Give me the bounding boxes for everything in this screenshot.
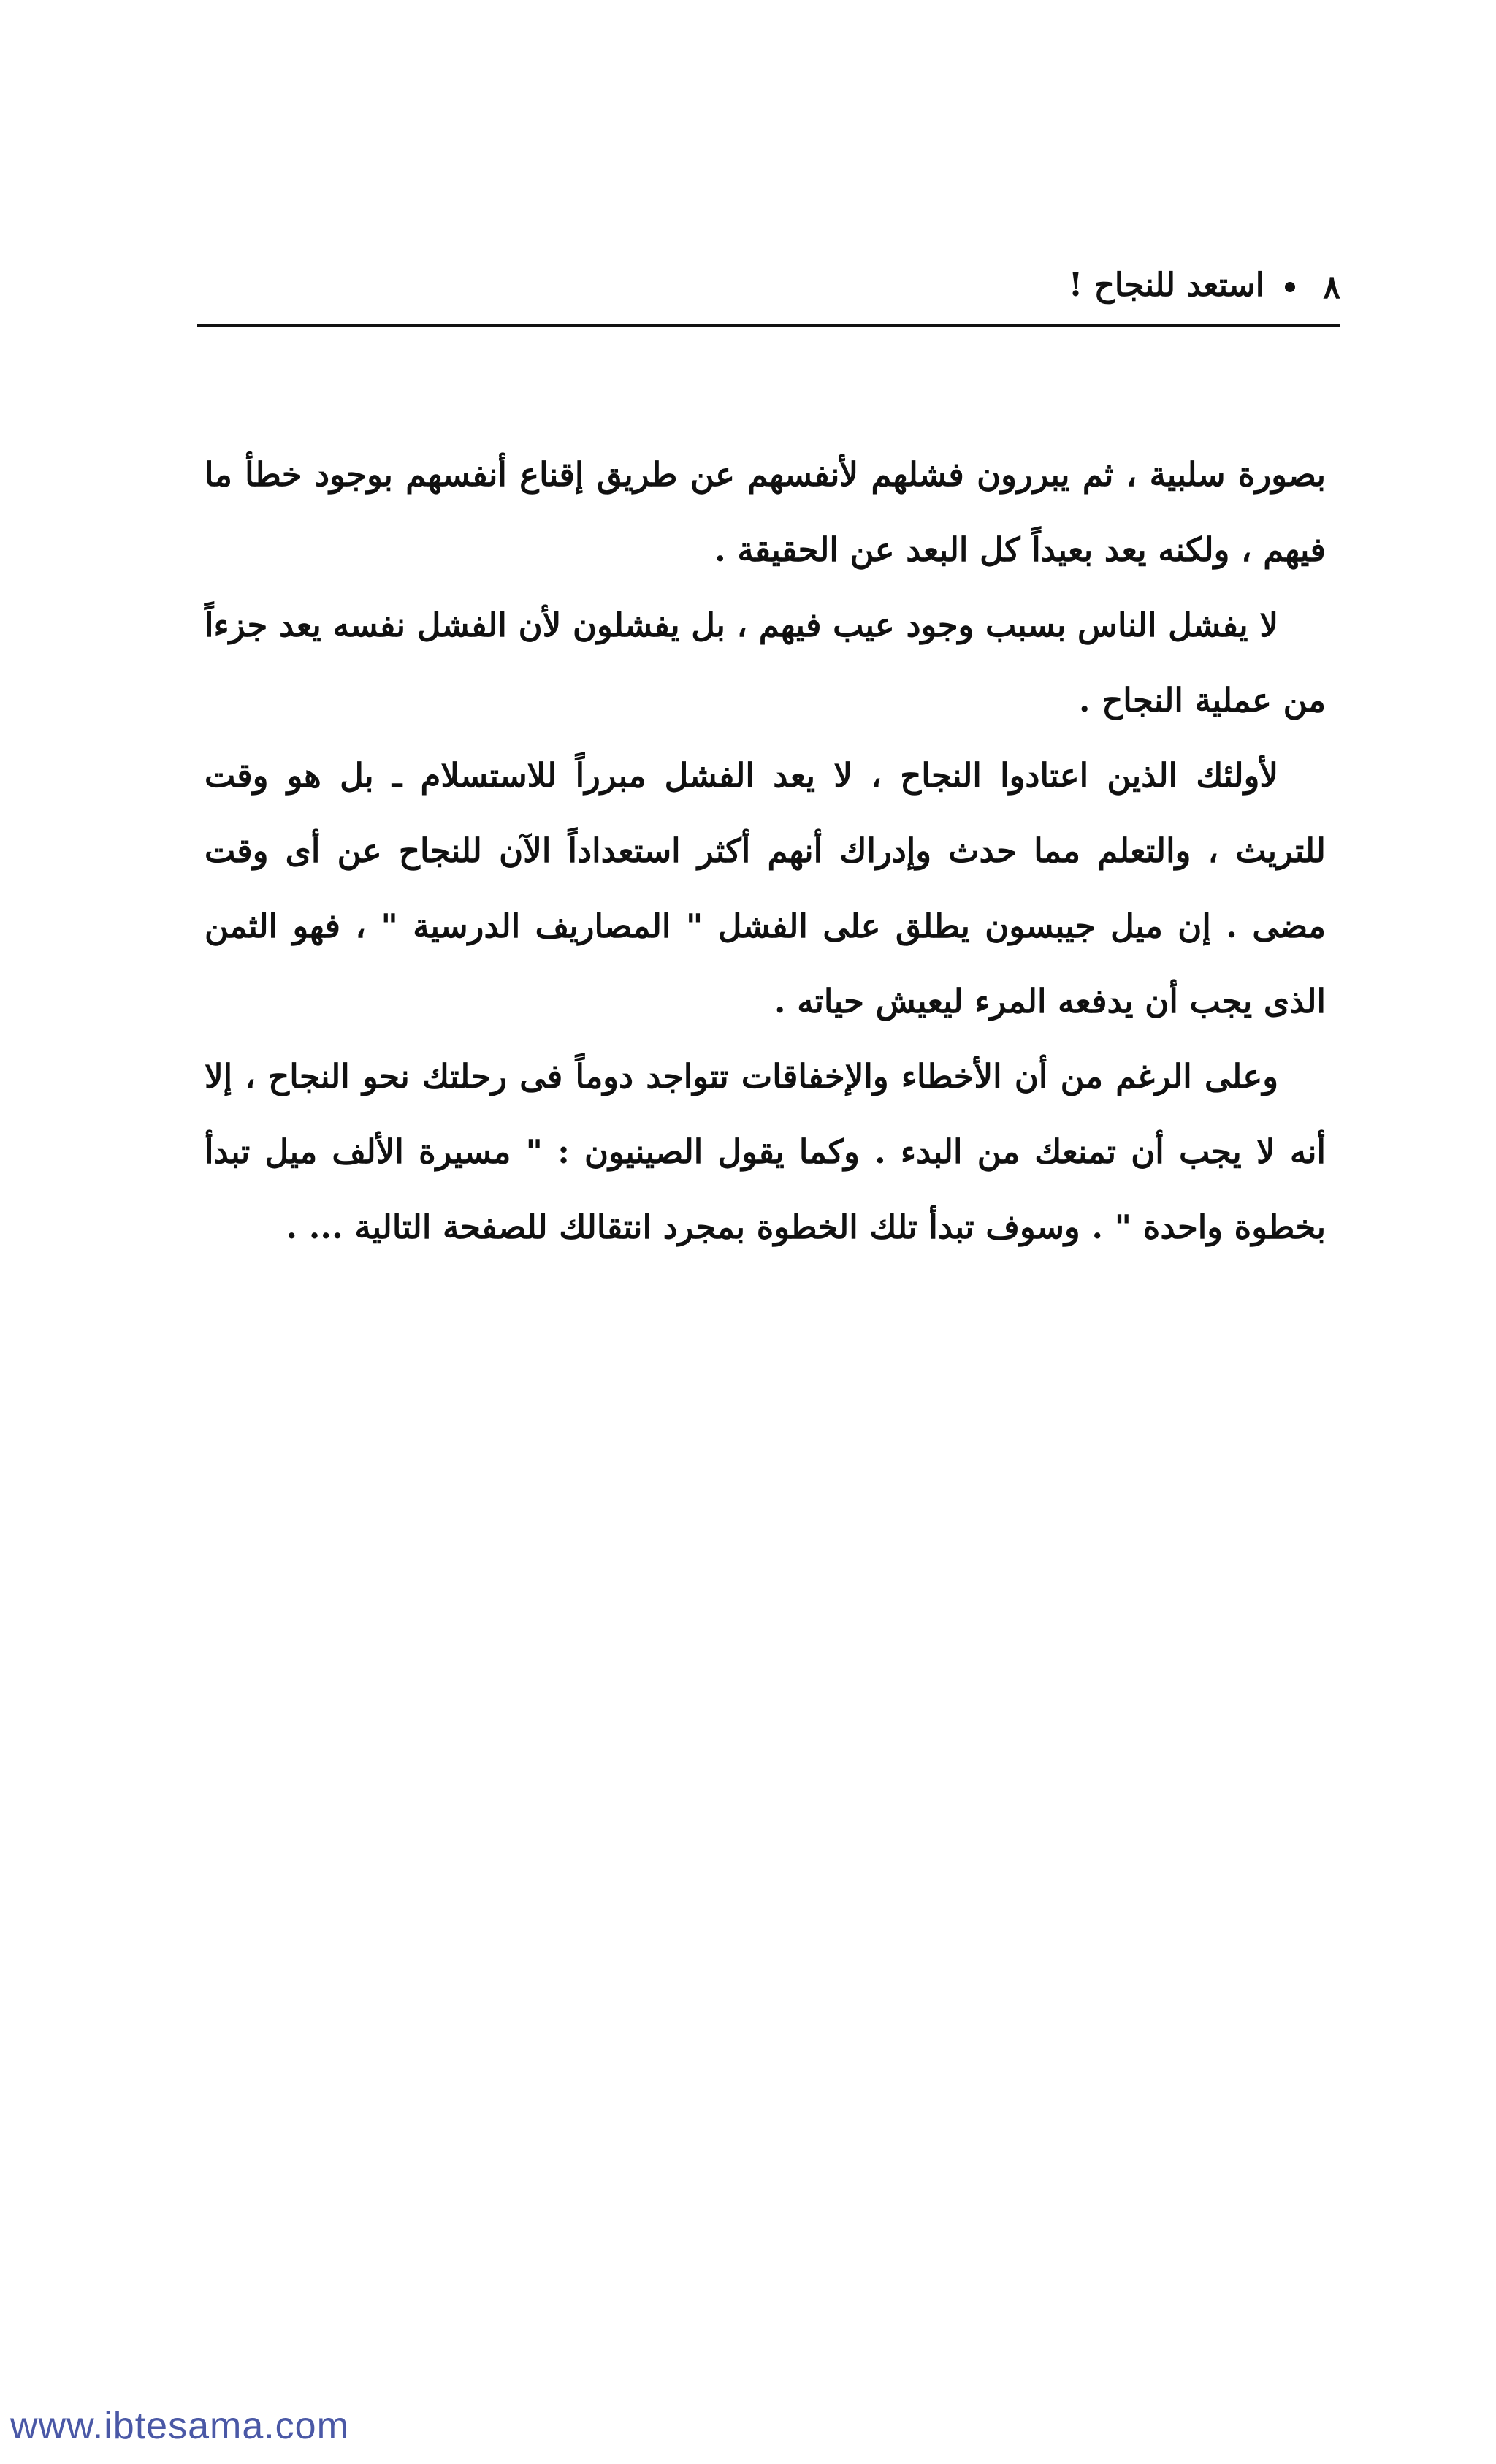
running-title: استعد للنجاح ! (1068, 267, 1264, 304)
paragraph: لا يفشل الناس بسبب وجود عيب فيهم ، بل يفشلون لأن الفشل نفسه يعد جزءاً من عملية النجاح . (205, 606, 1326, 720)
header-rule (197, 324, 1340, 327)
bullet-separator (1285, 282, 1295, 292)
paragraph: بصورة سلبية ، ثم يبررون فشلهم لأنفسهم عن طريق إقناع أنفسهم بوجود خطأ ما فيهم ، ولكنه يعد بعيداً كل البعد عن الحقيقة . (205, 455, 1326, 569)
running-header (197, 259, 1340, 329)
paragraph: لأولئك الذين اعتادوا النجاح ، لا يعد الفشل مبرراً للاستسلام ـ بل هو وقت للتريث ، والتعلم مما حدث وإدراك أنهم أكثر استعداداً الآن للنجاح عن أى وقت مضى . إن ميل جيبسون يطلق على الفشل " المصاريف الدرسية " ، فهو الثمن الذى يجب أن يدفعه المرء ليعيش حياته . (205, 756, 1326, 1021)
paragraph: وعلى الرغم من أن الأخطاء والإخفاقات تتواجد دوماً فى رحلتك نحو النجاح ، إلا أنه لا يجب أن تمنعك من البدء . وكما يقول الصينيون : " مسيرة الألف ميل تبدأ بخطوة واحدة " . وسوف تبدأ تلك الخطوة بمجرد انتقالك للصفحة التالية ... . (205, 1057, 1326, 1246)
page-body (205, 437, 1326, 1265)
page-number: ٨ (1323, 269, 1340, 306)
website-watermark: www.ibtesama.com (10, 2405, 349, 2447)
